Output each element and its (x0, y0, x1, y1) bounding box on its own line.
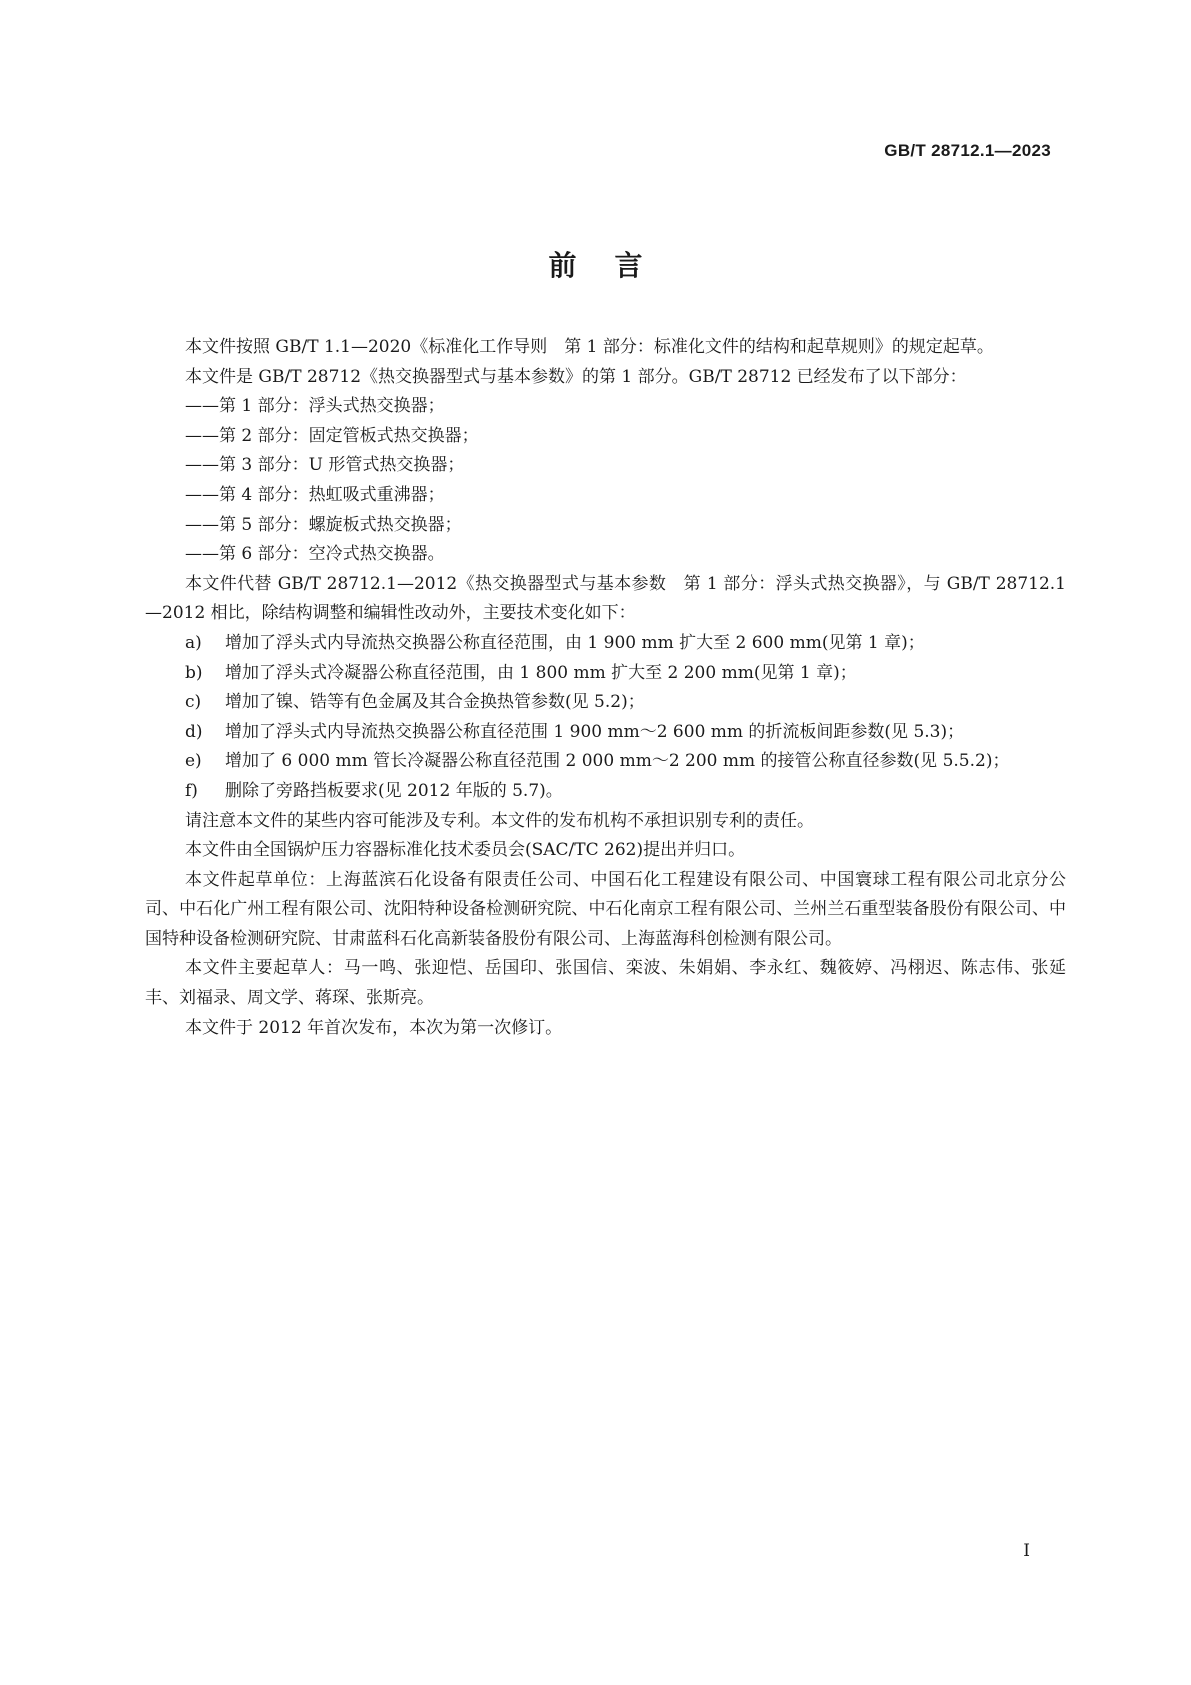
change-marker: f) (185, 780, 198, 801)
change-marker: b) (185, 662, 203, 683)
paragraph-proposer: 本文件由全国锅炉压力容器标准化技术委员会(SAC/TC 262)提出并归口。 (185, 840, 746, 861)
change-text: 增加了浮头式冷凝器公称直径范围，由 1 800 mm 扩大至 2 200 mm(见第 1 章)； (225, 662, 857, 683)
change-marker: e) (185, 751, 202, 772)
paragraph-history: 本文件于 2012 年首次发布，本次为第一次修订。 (185, 1017, 563, 1038)
paragraph-drafters: 本文件主要起草人：马一鸣、张迎恺、岳国印、张国信、栾波、朱娟娟、李永红、魏筱婷、冯栩迟、陈志伟、张延丰、刘福录、周文学、蒋琛、张斯亮。 (145, 958, 1066, 1009)
change-item (145, 688, 1066, 718)
page-number: I (1023, 1541, 1030, 1561)
part-item: ——第 2 部分：固定管板式热交换器； (185, 425, 479, 446)
change-marker: c) (185, 692, 202, 713)
paragraph-drafting-units: 本文件起草单位：上海蓝滨石化设备有限责任公司、中国石化工程建设有限公司、中国寰球工程有限公司北京分公司、中石化广州工程有限公司、沈阳特种设备检测研究院、中石化南京工程有限公司、兰州兰石重型装备股份有限公司、中国特种设备检测研究院、甘肃蓝科石化高新装备股份有限公司、上海蓝海科创检测有限公司。 (145, 869, 1066, 949)
part-item: ——第 5 部分：螺旋板式热交换器； (185, 514, 462, 535)
part-item: ——第 4 部分：热虹吸式重沸器； (185, 484, 445, 505)
paragraph-series-intro: 本文件是 GB/T 28712《热交换器型式与基本参数》的第 1 部分。GB/T 28712 已经发布了以下部分： (185, 366, 967, 387)
change-item (145, 659, 1066, 689)
change-item (145, 718, 1066, 748)
paragraph-replacement: 本文件代替 GB/T 28712.1—2012《热交换器型式与基本参数 第 1 部分：浮头式热交换器》，与 GB/T 28712.1—2012 相比，除结构调整和编辑性改动外，主要技术变化如下： (145, 573, 1066, 624)
change-item (145, 629, 1066, 659)
part-item: ——第 6 部分：空冷式热交换器。 (185, 544, 445, 565)
change-text: 增加了镍、锆等有色金属及其合金换热管参数(见 5.2)； (225, 692, 645, 713)
paragraph-drafting-rules: 本文件按照 GB/T 1.1—2020《标准化工作导则 第 1 部分：标准化文件的结构和起草规则》的规定起草。 (185, 337, 994, 357)
document-body (145, 333, 1066, 1043)
part-item: ——第 3 部分：U 形管式热交换器； (185, 455, 465, 476)
change-text: 增加了浮头式内导流热交换器公称直径范围，由 1 900 mm 扩大至 2 600 mm(见第 1 章)； (225, 632, 925, 653)
change-item (145, 777, 1066, 807)
part-item: ——第 1 部分：浮头式热交换器； (185, 396, 445, 417)
page-title: 前言 (548, 249, 681, 282)
change-marker: a) (185, 632, 202, 653)
paragraph-patent-notice: 请注意本文件的某些内容可能涉及专利。本文件的发布机构不承担识别专利的责任。 (185, 810, 814, 831)
change-item (145, 747, 1066, 777)
change-text: 删除了旁路挡板要求(见 2012 年版的 5.7)。 (225, 780, 563, 801)
change-text: 增加了浮头式内导流热交换器公称直径范围 1 900 mm～2 600 mm 的折流板间距参数(见 5.3)； (225, 721, 965, 742)
change-text: 增加了 6 000 mm 管长冷凝器公称直径范围 2 000 mm～2 200 mm 的接管公称直径参数(见 5.5.2)； (225, 751, 1010, 772)
standard-number: GB/T 28712.1—2023 (884, 141, 1051, 160)
change-marker: d) (185, 721, 203, 742)
